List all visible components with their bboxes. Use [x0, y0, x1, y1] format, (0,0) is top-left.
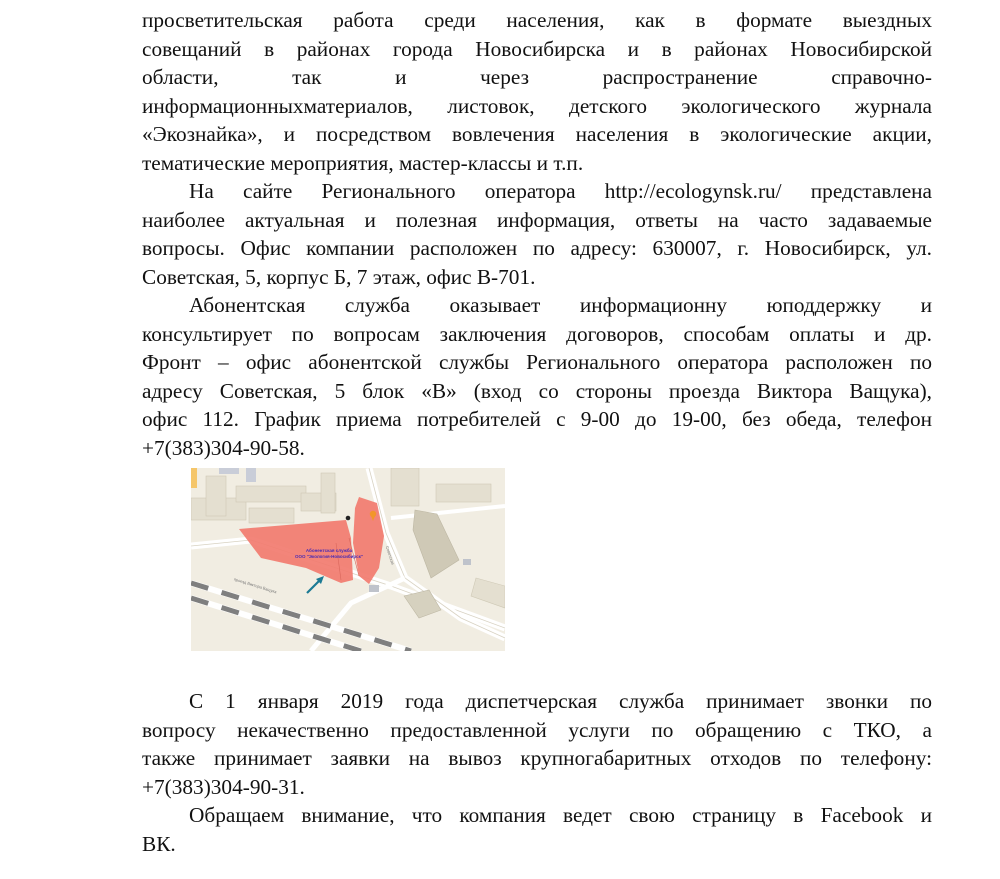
text-line: Обращаем внимание, что компания ведет свою страницу в Facebook и: [189, 803, 932, 827]
text-line: тематические мероприятия, мастер-классы и т.п.: [142, 150, 584, 175]
map-label-line: Абонентская служба: [305, 548, 353, 553]
paragraph-outreach: [142, 6, 932, 177]
street-label: проезд Виктора Ващука: [233, 576, 278, 595]
text-line: консультирует по вопросам заключения договоров, способам оплаты и др.: [142, 321, 932, 346]
text-line: наиболее актуальная и полезная информация, ответы на часто задаваемые: [142, 207, 932, 232]
text-line: +7(383)304-90-58.: [142, 435, 305, 460]
spacer: [142, 651, 932, 687]
paragraph-social-media: [142, 801, 932, 858]
map-office-label: [287, 548, 371, 559]
text-line: также принимает заявки на вывоз крупногабаритных отходов по телефону:: [142, 746, 932, 770]
text-line: «Экознайка», и посредством вовлечения населения в экологические акции,: [142, 122, 932, 146]
poi-marker-icon: [346, 516, 351, 521]
text-line: области, так и через распространение справочно-: [142, 65, 932, 89]
text-line: совещаний в районах города Новосибирска и в районах Новосибирской: [142, 36, 932, 61]
text-line: С 1 января 2019 года диспетчерская служба принимает звонки по: [189, 689, 932, 713]
paragraph-subscriber-service: [142, 291, 932, 462]
office-location-map: [191, 468, 505, 651]
text-line: +7(383)304-90-31.: [142, 774, 305, 799]
map-label-line: ООО "Экология-Новосибирск": [294, 553, 364, 559]
map-graphic: [191, 468, 505, 651]
text-line: ВК.: [142, 831, 176, 856]
text-line: вопросы. Офис компании расположен по адресу: 630007, г. Новосибирск, ул.: [142, 236, 932, 260]
paragraph-dispatch-service: [142, 687, 932, 801]
street-label: Советская: [384, 545, 396, 566]
text-line: Абонентская служба оказывает информационну юподдержку и: [189, 293, 932, 317]
text-line: адресу Советская, 5 блок «В» (вход со стороны проезда Виктора Ващука),: [142, 378, 932, 403]
text-line: Советская, 5, корпус Б, 7 этаж, офис В-701.: [142, 264, 536, 289]
text-line: просветительская работа среди населения, как в формате выездных: [142, 8, 932, 32]
text-line: На сайте Регионального оператора http://ecologynsk.ru/ представлена: [189, 179, 932, 203]
text-line: информационныхматериалов, листовок, детского экологического журнала: [142, 93, 932, 118]
text-line: Фронт – офис абонентской службы Регионального оператора расположен по: [142, 350, 932, 374]
text-line: вопросу некачественно предоставленной услуги по обращению с ТКО, а: [142, 717, 932, 742]
text-line: офис 112. График приема потребителей с 9-00 до 19-00, без обеда, телефон: [142, 407, 932, 431]
document-page: [142, 6, 932, 858]
paragraph-website: [142, 177, 932, 291]
